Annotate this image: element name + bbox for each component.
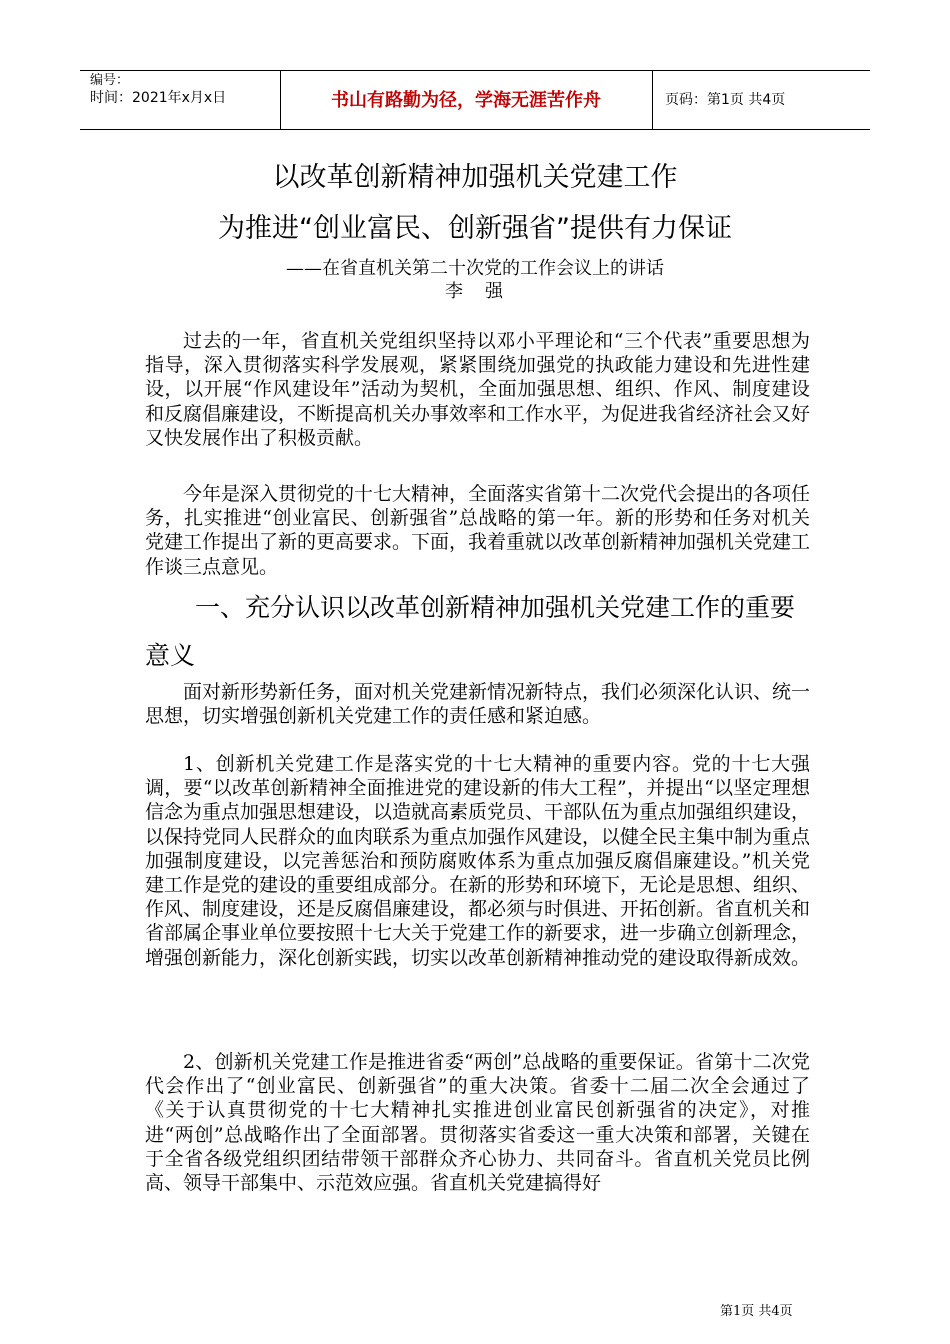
document-subtitle: ——在省直机关第二十次党的工作会议上的讲话 (286, 258, 664, 279)
paragraph-text: 今年是深入贯彻党的十七大精神，全面落实省第十二次党代会提出的各项任务，扎实推进“创业富民、创新强省”总战略的第一年。新的形势和任务对机关党建工作提出了新的更高要求。下面，我着重就以改革创新精神加强机关党建工作谈三点意见。 (145, 483, 811, 578)
document-number-label: 编号： (90, 73, 130, 88)
section-heading (145, 584, 810, 680)
document-author: 李 强 (445, 281, 505, 302)
document-title-line-2: 为推进“创业富民、创新强省”提供有力保证 (218, 213, 732, 244)
paragraph-text: 1、创新机关党建工作是落实党的十七大精神的重要内容。党的十七大强调，要“以改革创新精神全面推进党的建设新的伟大工程”，并提出“以坚定理想信念为重点加强思想建设，以造就高素质党员、干部队伍为重点加强组织建设，以保持党同人民群众的血肉联系为重点加强作风建设，以健全民主集中制为重点加强制度建设，以完善惩治和预防腐败体系为重点加强反腐倡廉建设。”机关党建工作是党的建设的重要组成部分。在新的形势和环境下，无论是思想、组织、作风、制度建设，还是反腐倡廉建设，都必须与时俱进、开拓创新。省直机关和省部属企事业单位要按照十七大关于党建工作的新要求，进一步确立创新理念，增强创新能力，深化创新实践，切实以改革创新精神推动党的建设取得新成效。 (145, 753, 811, 969)
header-motto: 书山有路勤为径，学海无涯苦作舟 (331, 90, 601, 111)
header-table (80, 70, 870, 130)
header-page-number: 页码：第1页 共4页 (665, 92, 786, 108)
header-meta-cell (80, 71, 281, 129)
paragraph-text: 过去的一年，省直机关党组织坚持以邓小平理论和“三个代表”重要思想为指导，深入贯彻落实科学发展观，紧紧围绕加强党的执政能力建设和先进性建设，以开展“作风建设年”活动为契机，全面加强思想、组织、作风、制度建设和反腐倡廉建设，不断提高机关办事效率和工作水平，为促进我省经济社会又好又快发展作出了积极贡献。 (145, 330, 811, 449)
document-time-label: 时间：2021年x月x日 (90, 90, 227, 106)
header-motto-cell (280, 71, 653, 129)
header-page-cell (653, 71, 870, 129)
body-paragraph (145, 752, 810, 970)
document-title-line-1: 以改革创新精神加强机关党建工作 (272, 162, 678, 193)
body-paragraph (145, 329, 810, 450)
body-paragraph (145, 680, 810, 728)
paragraph-text: 面对新形势新任务，面对机关党建新情况新特点，我们必须深化认识、统一思想，切实增强创新机关党建工作的责任感和紧迫感。 (145, 681, 811, 728)
body-paragraph (145, 1050, 810, 1195)
paragraph-text: 2、创新机关党建工作是推进省委“两创”总战略的重要保证。省第十二次党代会作出了“创业富民、创新强省”的重大决策。省委十二届二次全会通过了《关于认真贯彻党的十七大精神扎实推进创业富民创新强省的决定》，对推进“两创”总战略作出了全面部署。贯彻落实省委这一重大决策和部署，关键在于全省各级党组织团结带领干部群众齐心协力、共同奋斗。省直机关党员比例高、领导干部集中、示范效应强。省直机关党建搞得好 (145, 1051, 810, 1195)
body-paragraph (145, 482, 810, 579)
footer-page-number: 第1页 共4页 (720, 1304, 793, 1319)
section-heading-text: 一、充分认识以改革创新精神加强机关党建工作的重要意义 (145, 593, 796, 670)
